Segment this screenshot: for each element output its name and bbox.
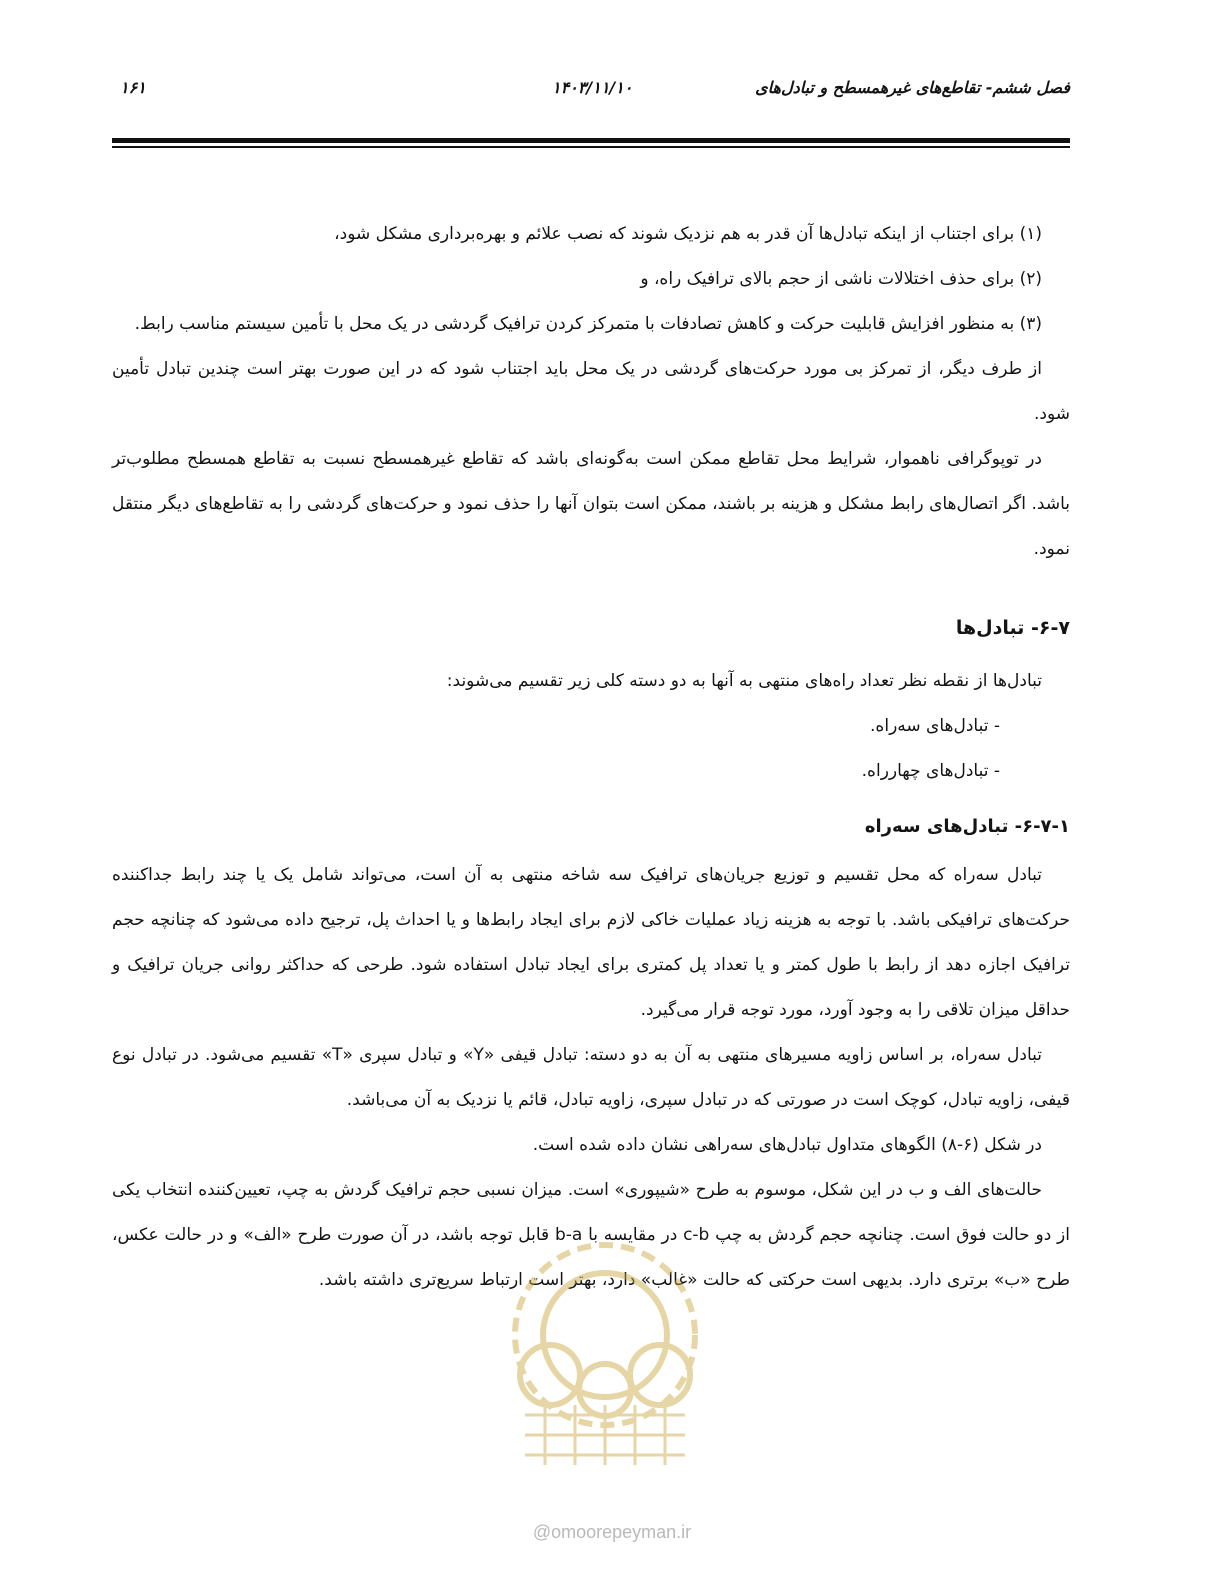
paragraph: تبادل سه‌راه، بر اساس زاویه مسیرهای منتهی به آن به دو دسته: تبادل قیفی «Y» و تبادل سپری «T» تقسیم می‌شود. در تبادل نوع قیفی، زاویه تبادل، کوچک است در صورتی که در تبادل سپری، زاویه تبادل، قائم یا نزدیک به آن می‌باشد.: [112, 1045, 1070, 1110]
section-intro: تبادل‌ها از نقطه نظر تعداد راه‌های منتهی به آنها به دو دسته کلی زیر تقسیم می‌شوند:: [446, 671, 1042, 691]
paragraph: از طرف دیگر، از تمرکز بی مورد حرکت‌های گردشی در یک محل باید اجتناب شود که در این صورت بهتر است چندین تبادل تأمین شود.: [112, 359, 1070, 424]
watermark-logo: [480, 1225, 730, 1475]
list-item: - تبادل‌های سه‌راه.: [870, 716, 1000, 736]
list-item-3: (۳) به منظور افزایش قابلیت حرکت و کاهش تصادفات با متمرکز کردن ترافیک گردشی در یک محل با تأمین سیستم مناسب رابط.: [134, 314, 1042, 334]
section-heading: ۶-۷- تبادل‌ها: [955, 617, 1070, 639]
interchange-type-list: [112, 704, 1070, 794]
list-item-1: (۱) برای اجتناب از اینکه تبادل‌ها آن قدر به هم نزدیک شوند که نصب علائم و بهره‌برداری مشکل شود،: [334, 224, 1042, 244]
header-date: ۱۴۰۳/۱۱/۱۰: [552, 78, 633, 97]
page-body: [112, 212, 1070, 1303]
page-number: ۱۶۱: [120, 78, 146, 97]
header-rule-thin: [112, 146, 1070, 148]
list-item: - تبادل‌های چهارراه.: [861, 761, 1000, 781]
subsection-heading: ۶-۷-۱- تبادل‌های سه‌راه: [864, 816, 1070, 837]
chapter-title: فصل ششم- تقاطع‌های غیرهمسطح و تبادل‌های: [755, 78, 1070, 97]
footer-url: @omoorepeyman.ir: [532, 1522, 692, 1542]
list-item-2: (۲) برای حذف اختلالات ناشی از حجم بالای ترافیک راه، و: [640, 269, 1042, 289]
paragraph: حالت‌های الف و ب در این شکل، موسوم به طرح «شیپوری» است. میزان نسبی حجم ترافیک گردش به چپ، تعیین‌کننده انتخاب یکی از دو حالت فوق است. چنانچه حجم گردش به چپ c-b در مقایسه با b-a قابل توجه باشد، در آن صورت طرح «الف» و در حالت عکس، طرح «ب» برتری دارد. بدیهی است حرکتی که حالت «غالب» دارد، بهتر است ارتباط سریع‌تری داشته باشد.: [112, 1180, 1070, 1290]
paragraph: در شکل (۶-۸) الگوهای متداول تبادل‌های سه‌راهی نشان داده شده است.: [532, 1135, 1042, 1155]
page-header: [112, 74, 1070, 104]
header-rule-thick: [112, 138, 1070, 143]
paragraph: تبادل سه‌راه که محل تقسیم و توزیع جریان‌های ترافیک سه شاخه منتهی به آن است، می‌تواند شامل یک یا چند رابط جداکننده حرکت‌های ترافیکی باشد. با توجه به هزینه زیاد عملیات خاکی لازم برای ایجاد رابط‌ها و یا احداث پل، ترجیح داده می‌شود که چنانچه حجم ترافیک اجازه دهد از رابط با طول کمتر و یا تعداد پل کمتری برای ایجاد تبادل استفاده شود. طرحی که حداکثر روانی جریان ترافیک و حداقل میزان تلاقی را به وجود آورد، مورد توجه قرار می‌گیرد.: [112, 865, 1070, 1020]
paragraph: در توپوگرافی ناهموار، شرایط محل تقاطع ممکن است به‌گونه‌ای باشد که تقاطع غیرهمسطح نسبت به تقاطع همسطح مطلوب‌تر باشد. اگر اتصال‌های رابط مشکل و هزینه بر باشند، ممکن است بتوان آنها را حذف نمود و حرکت‌های گردشی را به تقاطع‌های دیگر منتقل نمود.: [112, 449, 1070, 559]
